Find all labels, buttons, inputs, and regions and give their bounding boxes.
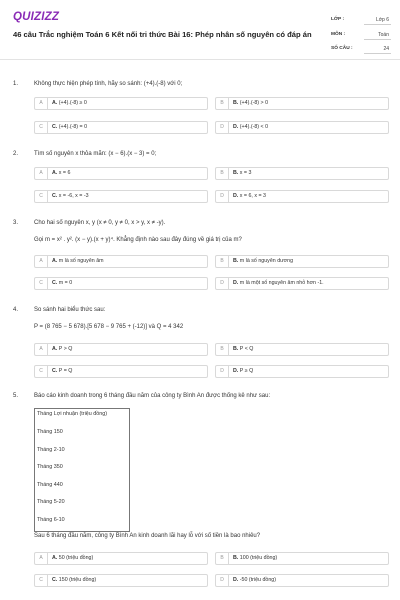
option-text: x = -6, x = -3	[58, 193, 89, 199]
meta-subject-key: MÔN :	[331, 32, 346, 37]
question-5-option-c[interactable]	[34, 574, 208, 587]
option-label: D	[216, 122, 229, 133]
question-3-option-a[interactable]	[34, 255, 208, 268]
quizizz-logo: QUIZIZZ	[13, 11, 60, 23]
question-3-option-b[interactable]	[215, 255, 389, 268]
option-text: (+4).(-8) = 0	[58, 124, 88, 130]
profit-table	[34, 408, 130, 532]
option-letter: A.	[52, 170, 58, 176]
option-text: (+4).(-8) ≥ 0	[58, 100, 87, 106]
question-1-text: Không thực hiện phép tính, hãy so sánh: (+4).(-8) với 0;	[34, 81, 183, 87]
question-1-option-a[interactable]	[34, 97, 208, 110]
question-4-option-a[interactable]	[34, 343, 208, 356]
option-label: C	[35, 278, 48, 289]
question-2-option-d[interactable]	[215, 190, 389, 203]
option-letter: D.	[233, 280, 239, 286]
question-5-option-b[interactable]	[215, 552, 389, 565]
option-label: D	[216, 575, 229, 586]
question-3-option-c[interactable]	[34, 277, 208, 290]
question-2-option-b[interactable]	[215, 167, 389, 180]
option-text: x = 3	[239, 170, 252, 176]
option-text: m là một số nguyên âm nhỏ hơn -1.	[239, 280, 324, 286]
option-letter: C.	[52, 193, 58, 199]
table-row: Tháng 150	[37, 429, 63, 435]
option-label: C	[35, 366, 48, 377]
option-letter: C.	[52, 368, 58, 374]
option-label: B	[216, 553, 229, 564]
option-letter: A.	[52, 100, 58, 106]
option-letter: B.	[233, 555, 239, 561]
option-label: A	[35, 344, 48, 355]
option-label: D	[216, 366, 229, 377]
option-text: 50 (triệu đồng)	[58, 555, 94, 561]
option-letter: D.	[233, 577, 239, 583]
meta-grade-key: LỚP :	[331, 17, 345, 22]
question-4-text: So sánh hai biểu thức sau:	[34, 307, 106, 313]
option-letter: B.	[233, 346, 239, 352]
option-label: D	[216, 191, 229, 202]
option-label: A	[35, 168, 48, 179]
meta-count	[331, 43, 391, 56]
option-label: A	[35, 256, 48, 267]
question-4-option-b[interactable]	[215, 343, 389, 356]
option-letter: D.	[233, 368, 239, 374]
table-row: Tháng 5-20	[37, 499, 65, 505]
question-4-number: 4.	[13, 307, 19, 313]
option-letter: B.	[233, 258, 239, 264]
meta-subject	[331, 29, 391, 42]
question-3-text: Cho hai số nguyên x, y (x ≠ 0, y ≠ 0, x > y, x ≠ -y).	[34, 220, 166, 226]
question-4-option-c[interactable]	[34, 365, 208, 378]
option-text: m là số nguyên dương	[239, 258, 294, 264]
option-label: B	[216, 256, 229, 267]
table-row: Tháng 350	[37, 464, 63, 470]
option-text: (+4).(-8) < 0	[239, 124, 269, 130]
option-letter: B.	[233, 100, 239, 106]
question-1-option-b[interactable]	[215, 97, 389, 110]
option-label: A	[35, 98, 48, 109]
table-row: Tháng 440	[37, 482, 63, 488]
table-row: Tháng 6-10	[37, 517, 65, 523]
question-5-option-d[interactable]	[215, 574, 389, 587]
option-label: D	[216, 278, 229, 289]
meta-count-value: 24	[364, 43, 391, 54]
option-text: m là số nguyên âm	[58, 258, 104, 264]
option-text: P > Q	[58, 346, 73, 352]
option-text: 150 (triệu đồng)	[58, 577, 97, 583]
meta-grade	[331, 14, 391, 27]
option-text: x = 6, x = 3	[239, 193, 267, 199]
question-1-option-d[interactable]	[215, 121, 389, 134]
question-1-option-c[interactable]	[34, 121, 208, 134]
option-letter: A.	[52, 258, 58, 264]
question-2-number: 2.	[13, 151, 19, 157]
option-text: P = Q	[58, 368, 73, 374]
question-3-number: 3.	[13, 220, 19, 226]
option-text: -50 (triệu đồng)	[239, 577, 277, 583]
question-5-subtext: Sau 6 tháng đầu năm, công ty Bình An kinh doanh lãi hay lỗ với số tiền là bao nhiêu?	[34, 533, 261, 539]
option-text: (+4).(-8) > 0	[239, 100, 269, 106]
option-letter: A.	[52, 555, 58, 561]
question-4-subtext: P = (8 765 − 5 678).[5 678 − 9 765 + (-12)] và Q = 4 342	[34, 324, 184, 330]
option-label: B	[216, 344, 229, 355]
question-5-number: 5.	[13, 393, 19, 399]
option-letter: D.	[233, 124, 239, 130]
question-5-option-a[interactable]	[34, 552, 208, 565]
option-text: 100 (triệu đồng)	[239, 555, 278, 561]
question-1-number: 1.	[13, 81, 19, 87]
worksheet-header	[0, 0, 400, 60]
question-4-option-d[interactable]	[215, 365, 389, 378]
option-letter: D.	[233, 193, 239, 199]
table-header: Tháng Lợi nhuận (triệu đồng)	[37, 411, 108, 417]
option-label: C	[35, 191, 48, 202]
option-text: x = 6	[58, 170, 71, 176]
option-label: B	[216, 168, 229, 179]
option-letter: C.	[52, 124, 58, 130]
question-3-subtext: Gọi m = x² . y². (x − y).(x + y)⁴. Khẳng định nào sau đây đúng về giá trị của m?	[34, 237, 242, 243]
meta-subject-value: Toán	[364, 29, 391, 40]
option-text: P < Q	[239, 346, 254, 352]
question-2-option-c[interactable]	[34, 190, 208, 203]
question-2-text: Tìm số nguyên x thỏa mãn: (x − 6).(x − 3) = 0;	[34, 151, 157, 157]
option-text: P ≥ Q	[239, 368, 254, 374]
option-label: C	[35, 575, 48, 586]
option-text: m = 0	[58, 280, 73, 286]
option-letter: C.	[52, 577, 58, 583]
question-3-option-d[interactable]	[215, 277, 389, 290]
meta-grade-value: Lớp 6	[364, 14, 391, 25]
option-letter: B.	[233, 170, 239, 176]
meta-count-key: SỐ CÂU :	[331, 46, 353, 51]
option-label: B	[216, 98, 229, 109]
option-letter: C.	[52, 280, 58, 286]
option-letter: A.	[52, 346, 58, 352]
question-2-option-a[interactable]	[34, 167, 208, 180]
question-5-text: Báo cáo kinh doanh trong 6 tháng đầu năm của công ty Bình An được thống kê như sau:	[34, 393, 271, 399]
option-label: A	[35, 553, 48, 564]
option-label: C	[35, 122, 48, 133]
worksheet-title: 46 câu Trắc nghiệm Toán 6 Kết nối tri thức Bài 16: Phép nhân số nguyên có đáp án	[13, 30, 312, 39]
table-row: Tháng 2-10	[37, 447, 65, 453]
